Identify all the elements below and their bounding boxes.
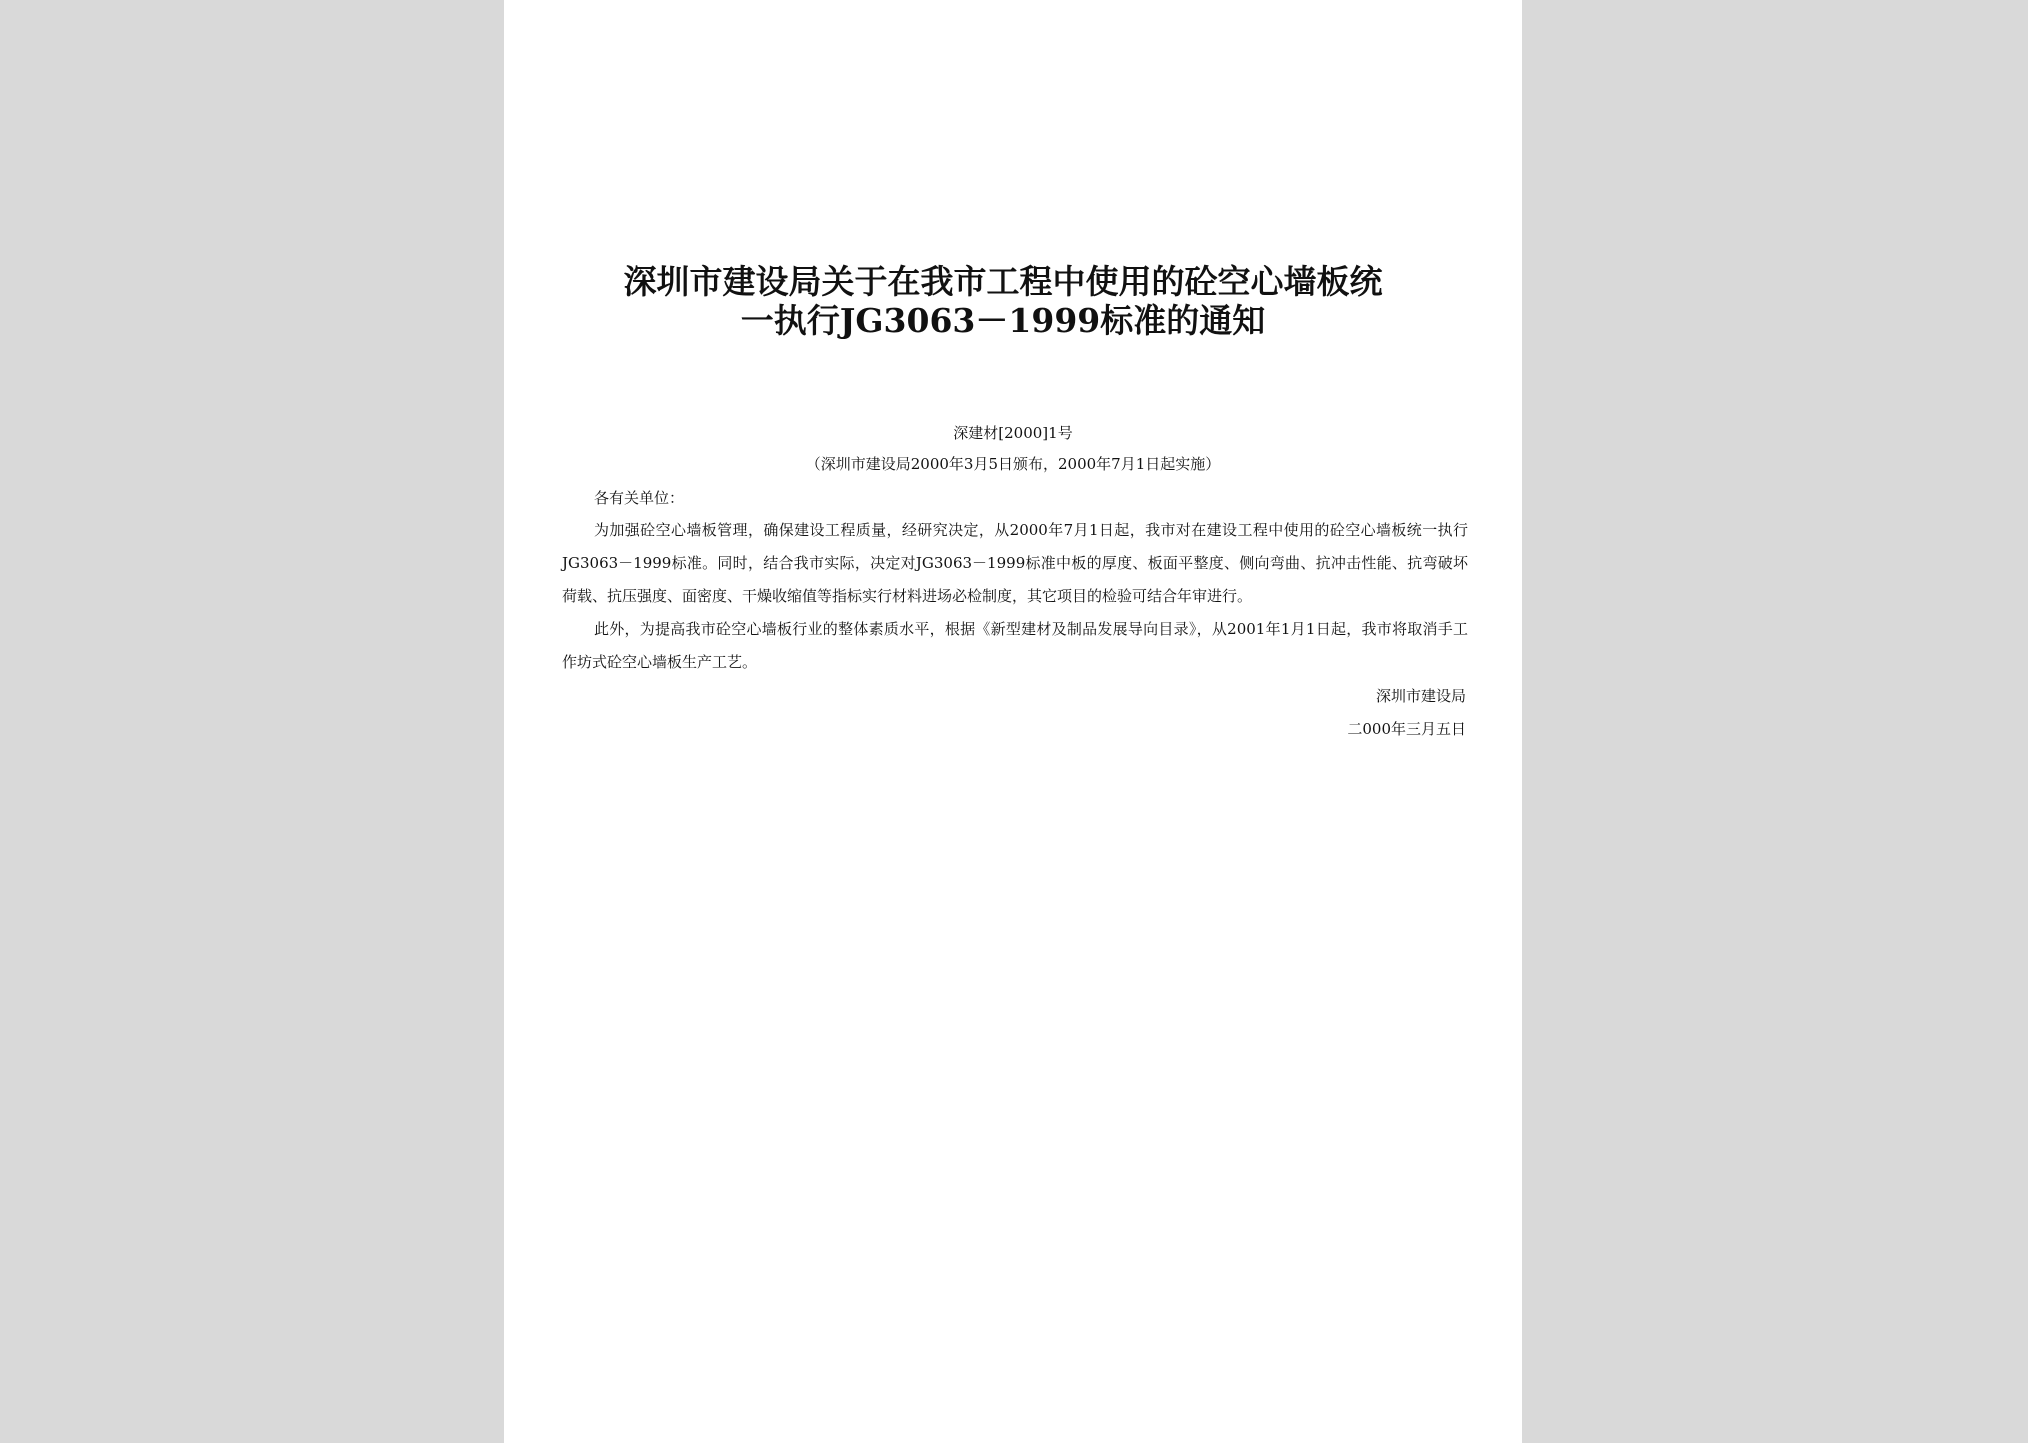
document-number: 深建材[2000]1号 xyxy=(953,424,1073,442)
title-line-2: 一执行JG3063－1999标准的通知 xyxy=(740,301,1266,340)
salutation: 各有关单位： xyxy=(594,489,685,507)
document-page xyxy=(504,0,1522,1443)
paragraph-2: 此外，为提高我市砼空心墙板行业的整体素质水平，根据《新型建材及制品发展导向目录》，从2001年1月1日起，我市将取消手工作坊式砼空心墙板生产工艺。 xyxy=(562,620,1468,671)
paragraph-1: 为加强砼空心墙板管理，确保建设工程质量，经研究决定，从2000年7月1日起，我市对在建设工程中使用的砼空心墙板统一执行JG3063－1999标准。同时，结合我市实际，决定对JG3063－1999标准中板的厚度、板面平整度、侧向弯曲、抗冲击性能、抗弯破坏荷载、抗压强度、面密度、干燥收缩值等指标实行材料进场必检制度，其它项目的检验可结合年审进行。 xyxy=(562,521,1468,605)
title-line-1: 深圳市建设局关于在我市工程中使用的砼空心墙板统 xyxy=(623,262,1383,301)
issue-info: （深圳市建设局2000年3月5日颁布，2000年7月1日起实施） xyxy=(805,455,1221,473)
signature-organization: 深圳市建设局 xyxy=(1375,687,1466,705)
signature-date: 二000年三月五日 xyxy=(1347,720,1466,738)
document-title xyxy=(574,262,1432,340)
